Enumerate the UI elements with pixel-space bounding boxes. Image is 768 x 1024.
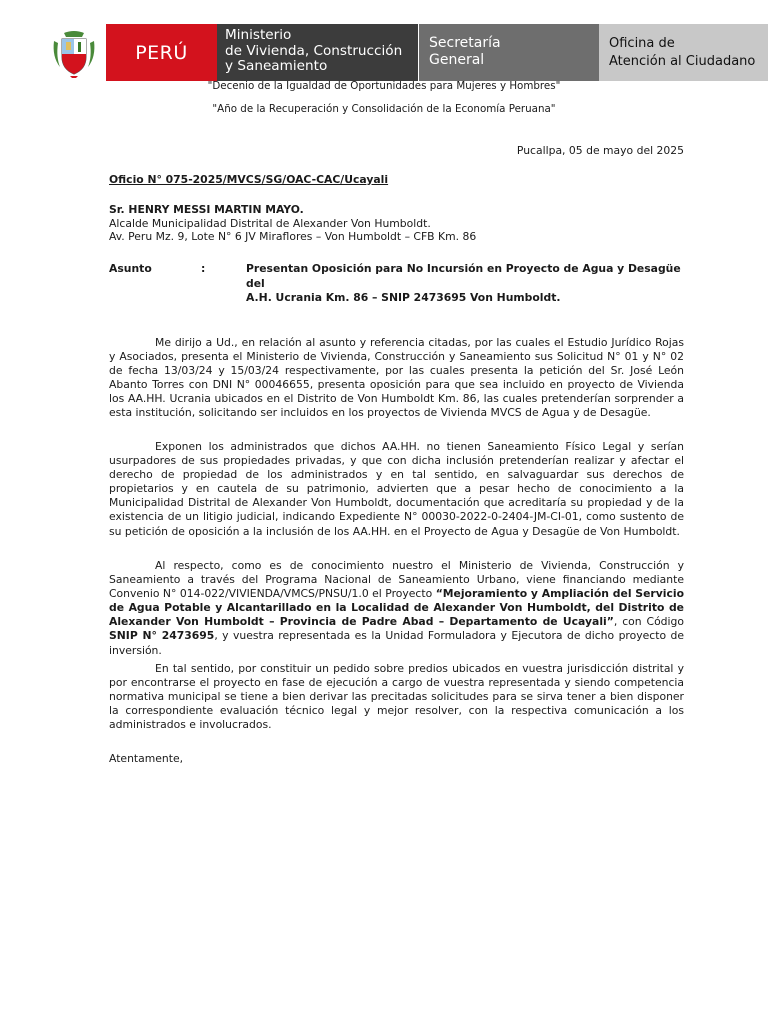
ministerio-line: Ministerio	[225, 27, 292, 43]
p3-text: , y vuestra representada es la Unidad Formuladora y Ejecutora de dicho proyecto de inversión.	[109, 629, 684, 657]
oficina-line: Atención al Ciudadano	[609, 54, 756, 69]
p3-text: , con Código	[613, 615, 684, 629]
recipient-title: Alcalde Municipalidad Distrital de Alexander Von Humboldt.	[109, 216, 431, 230]
body-paragraph-4: En tal sentido, por constituir un pedido sobre predios ubicados en vuestra jurisdicción distrital y por encontrarse el proyecto en fase de ejecución a cargo de vuestra representada y siendo competencia normativa municipal se tiene a bien derivar las precitadas solicitudes para se sirva tener a bien disponer la correspondiente evaluación técnico legal y mejor resolver, con la respectiva comunicación a los administrados e involucrados.	[109, 662, 684, 732]
secretaria-line: General	[429, 52, 485, 68]
year-motto: "Año de la Recuperación y Consolidación de la Economía Peruana"	[212, 103, 556, 115]
subject-colon: :	[201, 262, 206, 275]
subject-line: A.H. Ucrania Km. 86 – SNIP 2473695 Von Humboldt.	[246, 291, 561, 304]
decade-motto: "Decenio de la Igualdad de Oportunidades para Mujeres y Hombres"	[207, 80, 561, 92]
p3-text: Al respecto, como es de conocimiento nuestro el Ministerio de Vivienda, Construcción y Saneamiento a través del Programa Nacional de Saneamiento Urbano, viene financiando mediante Convenio N° 014-022/VIVIENDA/VMCS/PNSU/1.0 el Proyecto	[109, 559, 684, 601]
reference-number: Oficio N° 075-2025/MVCS/SG/OAC-CAC/Ucayali	[109, 173, 389, 186]
recipient-block	[109, 203, 684, 244]
subject-line: Presentan Oposición para No Incursión en Proyecto de Agua y Desagüe del	[246, 262, 681, 290]
recipient-name: Sr. HENRY MESSI MARTIN MAYO.	[109, 203, 304, 216]
recipient-address: Av. Peru Mz. 9, Lote N° 6 JV Miraflores – Von Humboldt – CFB Km. 86	[109, 230, 477, 244]
subject-label: Asunto	[109, 262, 152, 275]
oficina-brand-box	[599, 24, 768, 81]
ministerio-line: y Saneamiento	[225, 58, 328, 74]
closing: Atentamente,	[109, 752, 184, 765]
oficina-line: Oficina de	[609, 36, 675, 51]
peru-brand-box	[106, 24, 217, 81]
peru-label: PERÚ	[135, 41, 188, 64]
body-paragraph-1: Me dirijo a Ud., en relación al asunto y referencia citadas, por las cuales el Estudio Jurídico Rojas y Asociados, presenta el Ministerio de Vivienda, Construcción y Saneamiento sus Solicitud N° 01 y N° 02 de fecha 13/03/24 y 15/03/24 respectivamente, por las cuales presenta la petición del Sr. José León Abanto Torres con DNI N° 00046655, presenta oposición para que sea incluido en proyecto de Vivienda los AA.HH. Ucrania ubicados en el Distrito de Von Humboldt Km. 86, las cuales pretenderían sorprender a esta institución, solicitando ser incluidos en los proyectos de Vivienda MVCS de Agua y de Desagüe.	[109, 336, 684, 420]
secretaria-brand-box	[419, 24, 599, 81]
coat-of-arms-icon	[50, 27, 98, 79]
letterhead	[50, 24, 756, 81]
snip-code: SNIP N° 2473695	[109, 629, 215, 643]
project-name: “Mejoramiento y Ampliación del Servicio de Agua Potable y Alcantarillado en la Localidad de Alexander Von Humboldt, del Distrito de Alexander Von Humboldt – Provincia de Padre Abad – Departamento de Ucayali”	[109, 587, 684, 629]
body-paragraph-2: Exponen los administrados que dichos AA.HH. no tienen Saneamiento Físico Legal y serían usurpadores de sus propiedades privadas, y que con dicha inclusión pretenderían realizar y afectar el derecho de propiedad de los administrados y en tal sentido, en salvaguardar sus derechos de propietarios y en cautela de su patrimonio, advierten que a pesar hecho de conocimiento a la Municipalidad Distrital de Alexander Von Humboldt, documentación que acreditaría su propiedad y de la existencia de un litigio judicial, indicando Expediente N° 00030-2022-0-2404-JM-CI-01, como sustento de su petición de oposición a la inclusión de los AA.HH. en el Proyecto de Agua y Desagüe de Von Humboldt.	[109, 440, 684, 538]
subject-text	[246, 262, 686, 306]
secretaria-line: Secretaría	[429, 35, 501, 51]
body-paragraph-3	[109, 559, 684, 658]
ministerio-line: de Vivienda, Construcción	[225, 42, 403, 59]
place-date: Pucallpa, 05 de mayo del 2025	[516, 144, 684, 157]
ministerio-brand-box	[217, 24, 418, 81]
